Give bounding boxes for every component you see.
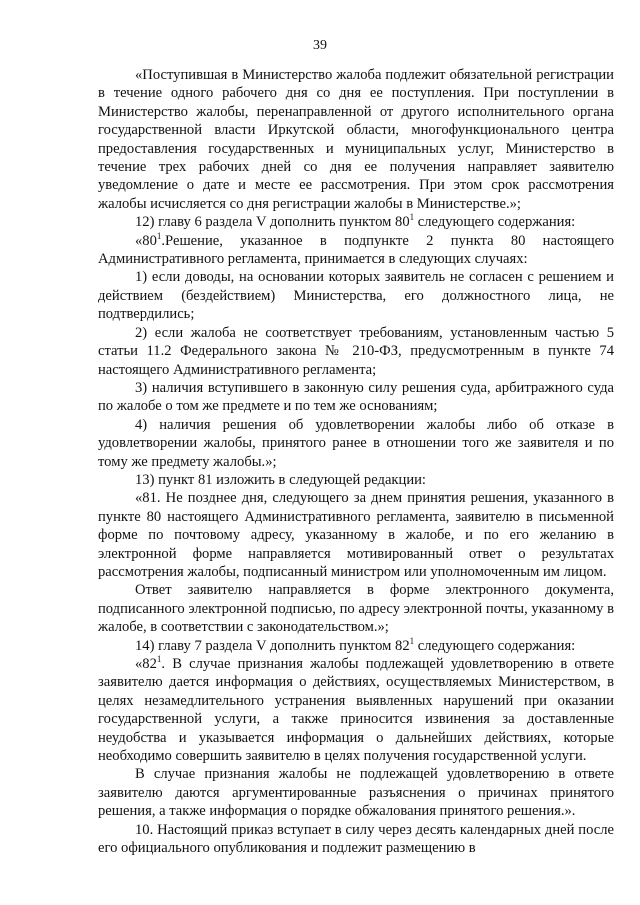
paragraph: «$80^1.Решение$, указанное в подпункте 2 пункта 80 настоящего Административного регламента, принимается в следующих случаях: (98, 230, 614, 268)
paragraph: 3) наличия вступившего в законную силу решения суда, арбитражного суда по жалобе о том же предмете и по тем же основаниям; (98, 379, 614, 415)
paragraph: 4) наличия решения об удовлетворении жалобы либо об отказе в удовлетворении жалобы, принятого ранее в отношении того же заявителя и по тому же предмету жалобы.»; (98, 416, 614, 470)
paragraph: 13) пункт 81 изложить в следующей редакции: (135, 471, 426, 488)
paragraph: 1) если доводы, на основании которых заявитель не согласен с решением и действием (бездействием) Министерства, его должностного лица, не подтвердились; (98, 269, 614, 323)
paragraph: «$82^1$. В случае признания жалобы подлежащей удовлетворению в ответе заявителю дается информация о действиях, осуществляемых Министерством, в целях незамедлительного устранения выявленных нарушений при оказании государственной услуги, а также приносится извинения за доставленные неудобства и указывается информация о дальнейших действиях, которые необходимо совершить заявителю в целях получения государственной услуги. (98, 654, 614, 765)
document-body (98, 66, 614, 857)
superscript: 1 (156, 654, 162, 665)
paragraph: Ответ заявителю направляется в форме электронного документа, подписанного электронной подписью, по адресу электронной почты, указанному в жалобе, в соответствии с законодательством.»; (98, 582, 614, 636)
paragraph: 10. Настоящий приказ вступает в силу через десять календарных дней после его официального опубликования и подлежит размещению в (98, 821, 614, 857)
superscript: 1 (156, 230, 162, 241)
paragraph: 14) главу 7 раздела V дополнить пунктом $82^1$ следующего содержания: (135, 635, 576, 654)
paragraph: «81. Не позднее дня, следующего за днем принятия решения, указанного в пункте 80 настоящего Административного регламента, заявителю в письменной форме по почтовому адресу, указанному в жалобе, и по его желанию в электронной форме направляется мотивированный ответ о результатах рассмотрения жалобы, подписанный министром или уполномоченным им лицом. (98, 490, 614, 580)
superscript: 1 (409, 212, 415, 223)
paragraph: «Поступившая в Министерство жалоба подлежит обязательной регистрации в течение одного рабочего дня со дня ее поступления. При поступлении в Министерство жалобы, перенаправленной от другого исполнительного органа государственной власти Иркутской области, многофункционального центра предоставления государственных и муниципальных услуг, Министерство в течение трех рабочих дней со дня ее получения направляет заявителю уведомление о дате и месте ее рассмотрения. При этом срок рассмотрения жалобы исчисляется со дня регистрации жалобы в Министерстве.»; (98, 67, 614, 212)
paragraph: 12) главу 6 раздела V дополнить пунктом $80^1$ следующего содержания: (135, 212, 576, 231)
paragraph: В случае признания жалобы не подлежащей удовлетворению в ответе заявителю даются аргументированные разъяснения о причинах принятого решения, а также информация о порядке обжалования принятого решения.». (98, 766, 614, 820)
superscript: 1 (409, 635, 415, 646)
page-number: 39 (313, 38, 327, 53)
paragraph: 2) если жалоба не соответствует требованиям, установленным частью 5 статьи 11.2 Федерального закона № 210-ФЗ, предусмотренным в пункте 74 настоящего Административного регламента; (98, 324, 614, 378)
